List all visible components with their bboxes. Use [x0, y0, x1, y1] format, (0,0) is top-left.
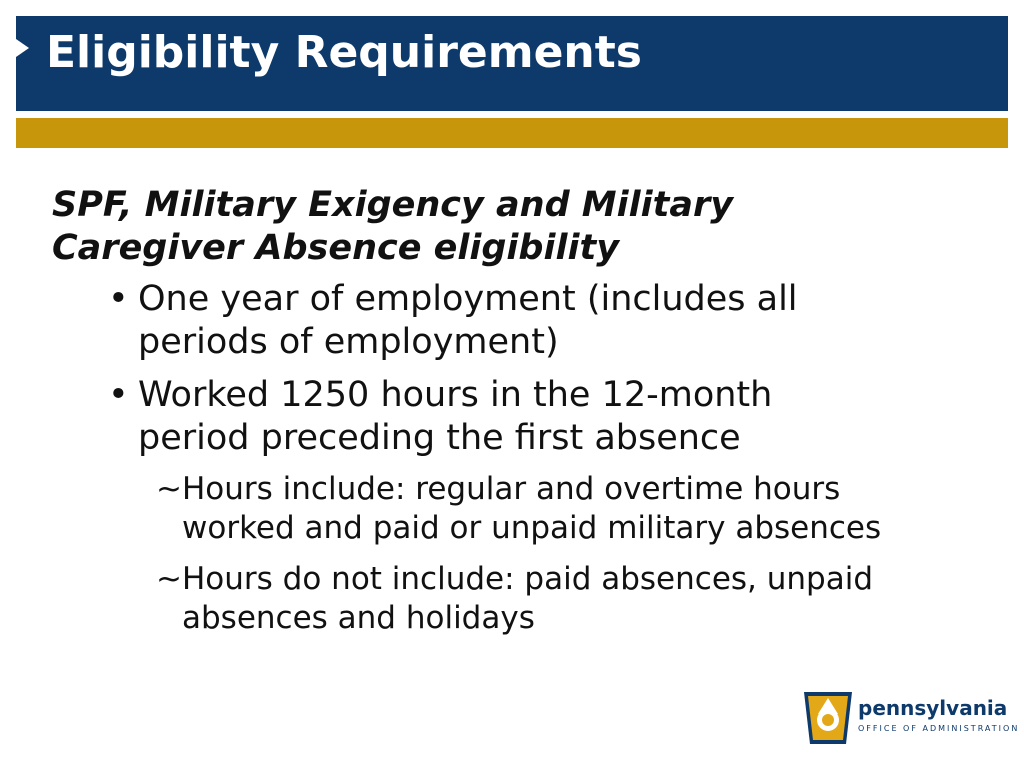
keystone-logo-icon [800, 690, 856, 746]
sub-bullet-text: Hours include: regular and overtime hours worked and paid or unpaid military absences [182, 471, 882, 546]
bullet-item [52, 374, 878, 460]
bullet-item [52, 278, 878, 364]
slide-title: Eligibility Requirements [46, 27, 642, 78]
bullet-list [52, 278, 972, 460]
bullet-text: Worked 1250 hours in the 12-month period preceding the first absence [138, 375, 773, 458]
slide-content [52, 184, 972, 650]
logo-subtitle: OFFICE OF ADMINISTRATION [858, 724, 1020, 733]
section-heading-line-1: SPF, Military Exigency and Military [52, 185, 734, 225]
title-arrow-icon [16, 39, 29, 57]
bullet-text: One year of employment (includes all periods of employment) [138, 279, 798, 362]
pennsylvania-logo [800, 690, 1020, 746]
sub-bullet-list [52, 470, 972, 638]
bullet-marker: • [108, 279, 129, 319]
section-heading-line-2: Caregiver Absence eligibility [52, 228, 620, 268]
sub-bullet-item [52, 560, 962, 638]
sub-bullet-marker: ~ [156, 561, 182, 597]
bullet-marker: • [108, 375, 129, 415]
sub-bullet-item [52, 470, 962, 548]
accent-bar [16, 118, 1008, 148]
sub-bullet-marker: ~ [156, 471, 182, 507]
logo-name: pennsylvania [858, 696, 1008, 720]
section-heading [52, 184, 972, 270]
sub-bullet-text: Hours do not include: paid absences, unpaid absences and holidays [182, 561, 874, 636]
